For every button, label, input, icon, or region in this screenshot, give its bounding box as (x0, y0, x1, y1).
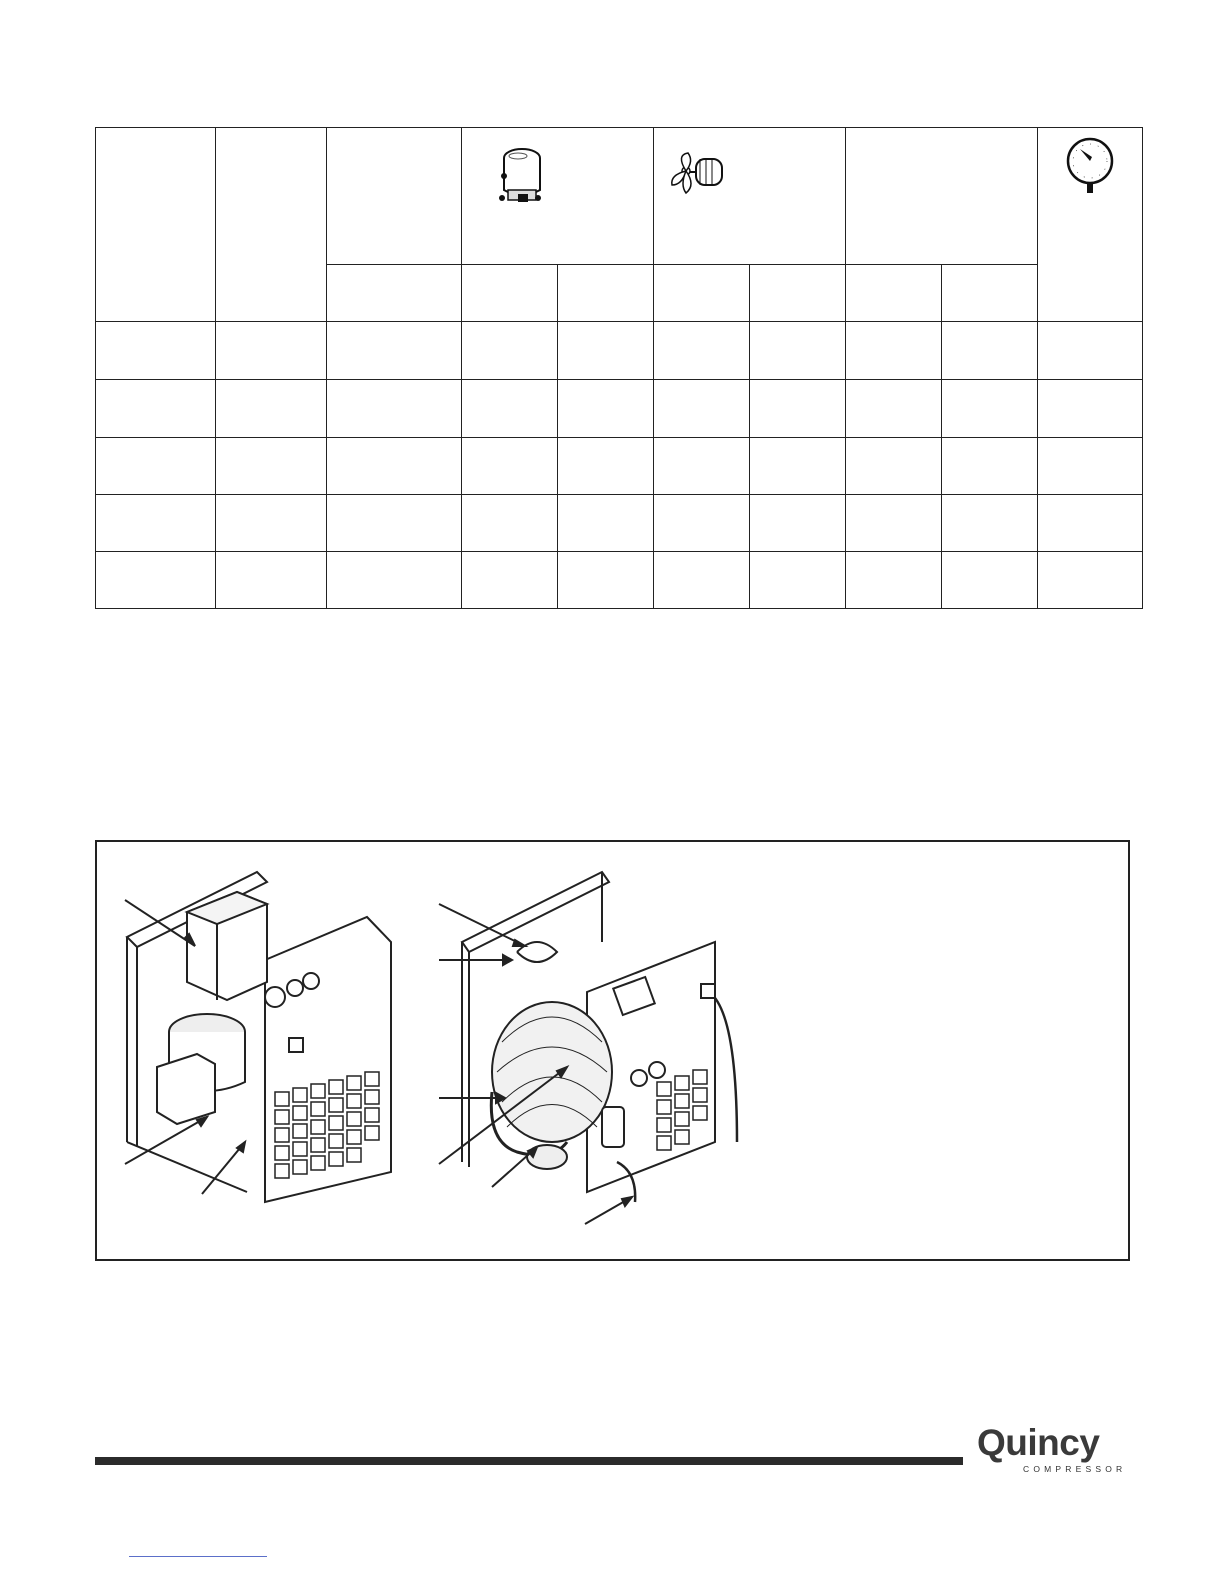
header-cell-fan (654, 128, 846, 265)
table-row (96, 322, 1143, 379)
table-cell (942, 494, 1038, 551)
table-cell (846, 437, 942, 494)
table-cell (846, 322, 942, 379)
subheader-cell (462, 265, 558, 322)
fan-motor-icon (666, 141, 736, 211)
table-cell (1038, 494, 1143, 551)
table-cell (96, 379, 216, 437)
table-cell (750, 322, 846, 379)
table-cell (750, 551, 846, 608)
table-cell (1038, 379, 1143, 437)
table-cell (96, 322, 216, 379)
table-cell (558, 322, 654, 379)
quincy-logo (977, 1424, 1147, 1474)
pressure-gauge-icon (1062, 135, 1118, 197)
table-cell (1038, 437, 1143, 494)
table-cell (327, 379, 462, 437)
figure-drawing (97, 842, 1128, 1259)
compressor-icon (494, 146, 554, 216)
spec-table (95, 127, 1143, 609)
subheader-cell (846, 265, 942, 322)
table-cell (462, 379, 558, 437)
table-cell (216, 494, 327, 551)
table-cell (846, 551, 942, 608)
table-row (96, 437, 1143, 494)
table-cell (1038, 551, 1143, 608)
table-cell (654, 379, 750, 437)
table-cell (96, 494, 216, 551)
logo-subtext: COMPRESSOR (1023, 1464, 1127, 1474)
table-cell (654, 322, 750, 379)
bottom-link-underline[interactable] (129, 1556, 267, 1557)
footer-rule (95, 1457, 963, 1465)
table-cell (654, 437, 750, 494)
table-cell (846, 494, 942, 551)
table-cell (327, 551, 462, 608)
table-cell (462, 494, 558, 551)
table-cell (558, 379, 654, 437)
table-cell (942, 437, 1038, 494)
table-cell (558, 494, 654, 551)
table-cell (216, 379, 327, 437)
header-cell-3 (327, 128, 462, 265)
subheader-cell (750, 265, 846, 322)
table-cell (462, 551, 558, 608)
table-cell (462, 437, 558, 494)
header-cell-gauge (1038, 128, 1143, 322)
table-cell (558, 551, 654, 608)
table-cell (327, 437, 462, 494)
table-cell (654, 494, 750, 551)
header-cell-2 (216, 128, 327, 322)
header-cell-8 (846, 128, 1038, 265)
subheader-cell (558, 265, 654, 322)
logo-text: Quincy (977, 1422, 1100, 1463)
subheader-cell (327, 265, 462, 322)
header-cell-model (96, 128, 216, 322)
table-cell (216, 437, 327, 494)
subheader-cell (942, 265, 1038, 322)
table-row (96, 551, 1143, 608)
table-cell (942, 551, 1038, 608)
table-cell (96, 437, 216, 494)
table-cell (654, 551, 750, 608)
dryer-unit-front-view (125, 872, 391, 1202)
table-cell (558, 437, 654, 494)
table-cell (1038, 322, 1143, 379)
table-row (96, 379, 1143, 437)
table-cell (846, 379, 942, 437)
table-cell (942, 322, 1038, 379)
table-cell (750, 494, 846, 551)
table-cell (327, 322, 462, 379)
table-cell (750, 437, 846, 494)
table-cell (462, 322, 558, 379)
table-cell (327, 494, 462, 551)
dryer-unit-internal-view (439, 872, 737, 1224)
subheader-cell (654, 265, 750, 322)
table-cell (216, 551, 327, 608)
table-cell (942, 379, 1038, 437)
table-cell (96, 551, 216, 608)
table-cell (216, 322, 327, 379)
table-row (96, 494, 1143, 551)
table-cell (750, 379, 846, 437)
component-figure (95, 840, 1130, 1261)
header-cell-compressor (462, 128, 654, 265)
